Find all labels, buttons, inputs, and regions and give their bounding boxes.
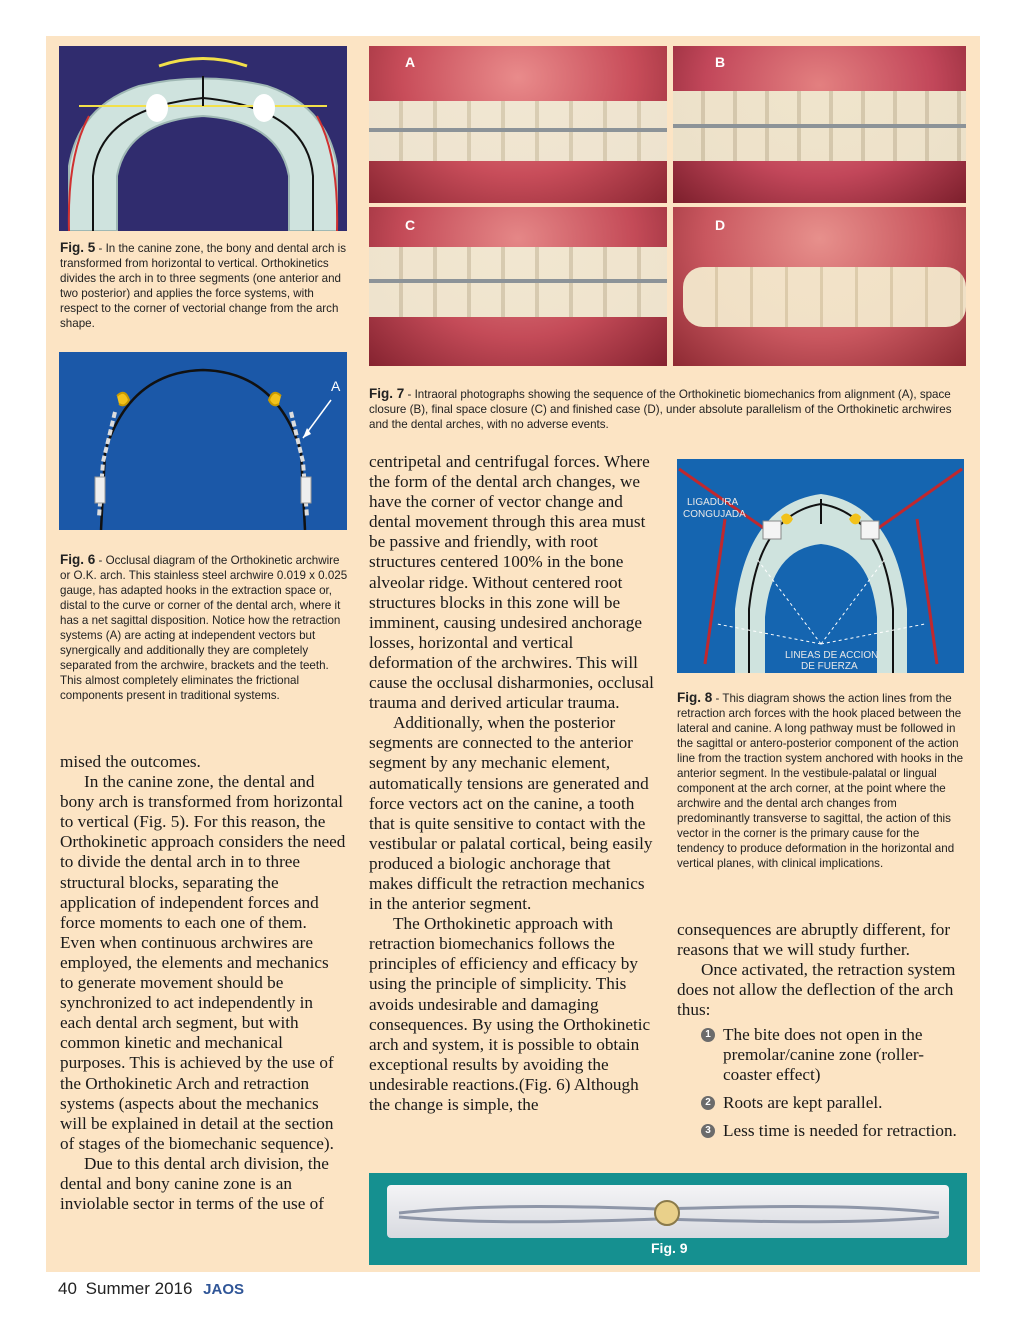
list-number-3: 3 bbox=[701, 1124, 715, 1138]
fig7-letter-d: D bbox=[715, 217, 726, 233]
fig7-photo-d bbox=[673, 207, 966, 366]
list-number-1: 1 bbox=[701, 1028, 715, 1042]
list-text-1: The bite does not open in the premolar/canine zone (roller-coaster effect) bbox=[723, 1025, 925, 1085]
fig8-diagram bbox=[677, 459, 964, 673]
list-text-2: Roots are kept parallel. bbox=[723, 1093, 883, 1113]
fig7-letter-c: C bbox=[405, 217, 416, 233]
fig6-marker: A bbox=[331, 378, 341, 394]
fig5-label: Fig. 5 bbox=[60, 240, 96, 255]
col3-paragraph-1: consequences are abruptly different, for reasons that we will study further. bbox=[677, 920, 951, 960]
fig8-caption bbox=[677, 690, 967, 871]
col1-paragraph-3: Due to this dental arch division, the dental and bony canine zone is an inviolable sector in terms of the use of bbox=[60, 1153, 329, 1214]
fig5-caption-text: - In the canine zone, the bony and dental arch is transformed from horizontal to vertical. Orthokinetics divides the arch in to three segments (one anterior and two posterior) and applies the force systems, with respect to the corner of vectorial change from the arch shape. bbox=[60, 242, 346, 330]
fig7-label: Fig. 7 bbox=[369, 386, 405, 401]
page-footer bbox=[58, 1279, 244, 1299]
fig7-caption-text: - Intraoral photographs showing the sequence of the Orthokinetic biomechanics from alignment (A), space closure (B), final space closure (C) and finished case (D), under absolute parallelism of the Orthokinetic archwires and the dental arches, with no adverse events. bbox=[369, 388, 952, 431]
fig8-label-lineas: LINEAS DE ACCION bbox=[785, 650, 879, 661]
fig5-diagram bbox=[59, 46, 347, 231]
column-1-text bbox=[60, 752, 346, 1214]
fig7-caption bbox=[369, 386, 967, 432]
fig7-letter-a: A bbox=[405, 54, 416, 70]
retraction-benefits-list bbox=[677, 1025, 967, 1149]
page-number: 40 bbox=[58, 1279, 77, 1298]
fig5-caption bbox=[60, 240, 348, 331]
fig6-caption-text: - Occlusal diagram of the Orthokinetic archwire or O.K. arch. This stainless steel archwire 0.019 x 0.025 gauge, has adapted hooks in the extraction space or, distal to the curve or corner of the dental arch, where it has a net sagittal disposition. Notice how the retraction systems (A) are acting at independent vectors but synergically and additionally they are completely separated from the archwire, brackets and the teeth. This almost completely eliminates the frictional components present in traditional systems. bbox=[60, 554, 348, 702]
fig8-label-congujada: CONGUJADA bbox=[683, 509, 746, 520]
list-item bbox=[677, 1025, 967, 1085]
fig7-photo-c bbox=[369, 207, 667, 366]
journal-name: JAOS bbox=[203, 1281, 245, 1298]
column-2-text bbox=[369, 452, 655, 1115]
fig9-image bbox=[369, 1173, 967, 1265]
fig8-image bbox=[677, 459, 964, 673]
list-item bbox=[677, 1093, 967, 1113]
fig6-label: Fig. 6 bbox=[60, 552, 96, 567]
fig7-letter-b: B bbox=[715, 54, 726, 70]
col2-paragraph-2: Additionally, when the posterior segments are connected to the anterior segment by any mechanic element, automatically tensions are generated and force vectors act on the canine, a tooth that is quite sensitive to contact with the vestibular or palatal cortical, being easily produced a biologic anchorage that makes difficult the retraction mechanics in the anterior segment. bbox=[369, 713, 653, 914]
col3-paragraph-2: Once activated, the retraction system does not allow the deflection of the arch thus: bbox=[677, 960, 956, 1020]
fig6-diagram bbox=[59, 352, 347, 530]
list-text-3: Less time is needed for retraction. bbox=[723, 1121, 957, 1141]
fig8-label: Fig. 8 bbox=[677, 690, 713, 705]
col2-paragraph-1: centripetal and centrifugal forces. Where the form of the dental arch changes, we have the corner of vector change and dental movement through this area must be passive and friendly, with root structures centered 100% in the bone alveolar ridge. Without centered root structures blocks in this zone will be imminent, causing undesired anchorage losses, horizontal and vertical deformation of the archwires. This will cause the occlusal disharmonies, occlusal trauma and derived articular trauma. bbox=[369, 452, 654, 713]
column-3-text bbox=[677, 920, 963, 1020]
list-number-2: 2 bbox=[701, 1096, 715, 1110]
col1-paragraph-2: In the canine zone, the dental and bony arch is transformed from horizontal to vertical (Fig. 5). For this reason, the Orthokinetic approach considers the need to divide the dental arch in to three structural blocks, separating the application of independent forces and force moments to each one of them. Even when continuous archwires are employed, the elements and mechanics to generate movement should be synchronized to act independently in each dental arch segment, but with common kinetic and mechanical purposes. This is achieved by the use of the Orthokinetic Arch and retraction systems (aspects about the mechanics will be explained in detail at the section of stages of the biomechanic sequence). bbox=[60, 772, 346, 1153]
issue-season: Summer 2016 bbox=[85, 1279, 193, 1298]
fig8-label-ligadura: LIGADURA bbox=[687, 497, 739, 508]
fig7-photo-a bbox=[369, 46, 667, 203]
fig6-image bbox=[59, 352, 347, 530]
col2-paragraph-3: The Orthokinetic approach with retraction biomechanics follows the principles of efficiency and efficacy by using the principle of simplicity. This avoids undesirable and damaging consequences. By using the Orthokinetic arch and system, it is possible to obtain exceptional results by avoiding the undesirable reactions.(Fig. 6) Although the change is simple, the bbox=[369, 914, 651, 1114]
fig8-caption-text: - This diagram shows the action lines from the retraction arch forces with the hook placed between the lateral and canine. A long pathway must be followed in the sagittal or antero-posterior component of the action line from the traction system anchored with hooks in the anterior segment. In the vestibule-palatal or lingual component at the arch corner, at the point where the archwire and the dental arch changes from predominantly transverse to sagittal, the action of this vector in the corner is the primary cause for the tendency to produce deformation in the horizontal and vertical planes, with clinical implications. bbox=[677, 692, 964, 870]
fig9-label: Fig. 9 bbox=[651, 1240, 688, 1256]
fig7-photo-b bbox=[673, 46, 966, 203]
fig5-image bbox=[59, 46, 347, 231]
fig6-caption bbox=[60, 552, 348, 703]
col1-paragraph-1: mised the outcomes. bbox=[60, 752, 201, 771]
fig8-label-fuerza: DE FUERZA bbox=[801, 661, 858, 672]
list-item bbox=[677, 1121, 967, 1141]
